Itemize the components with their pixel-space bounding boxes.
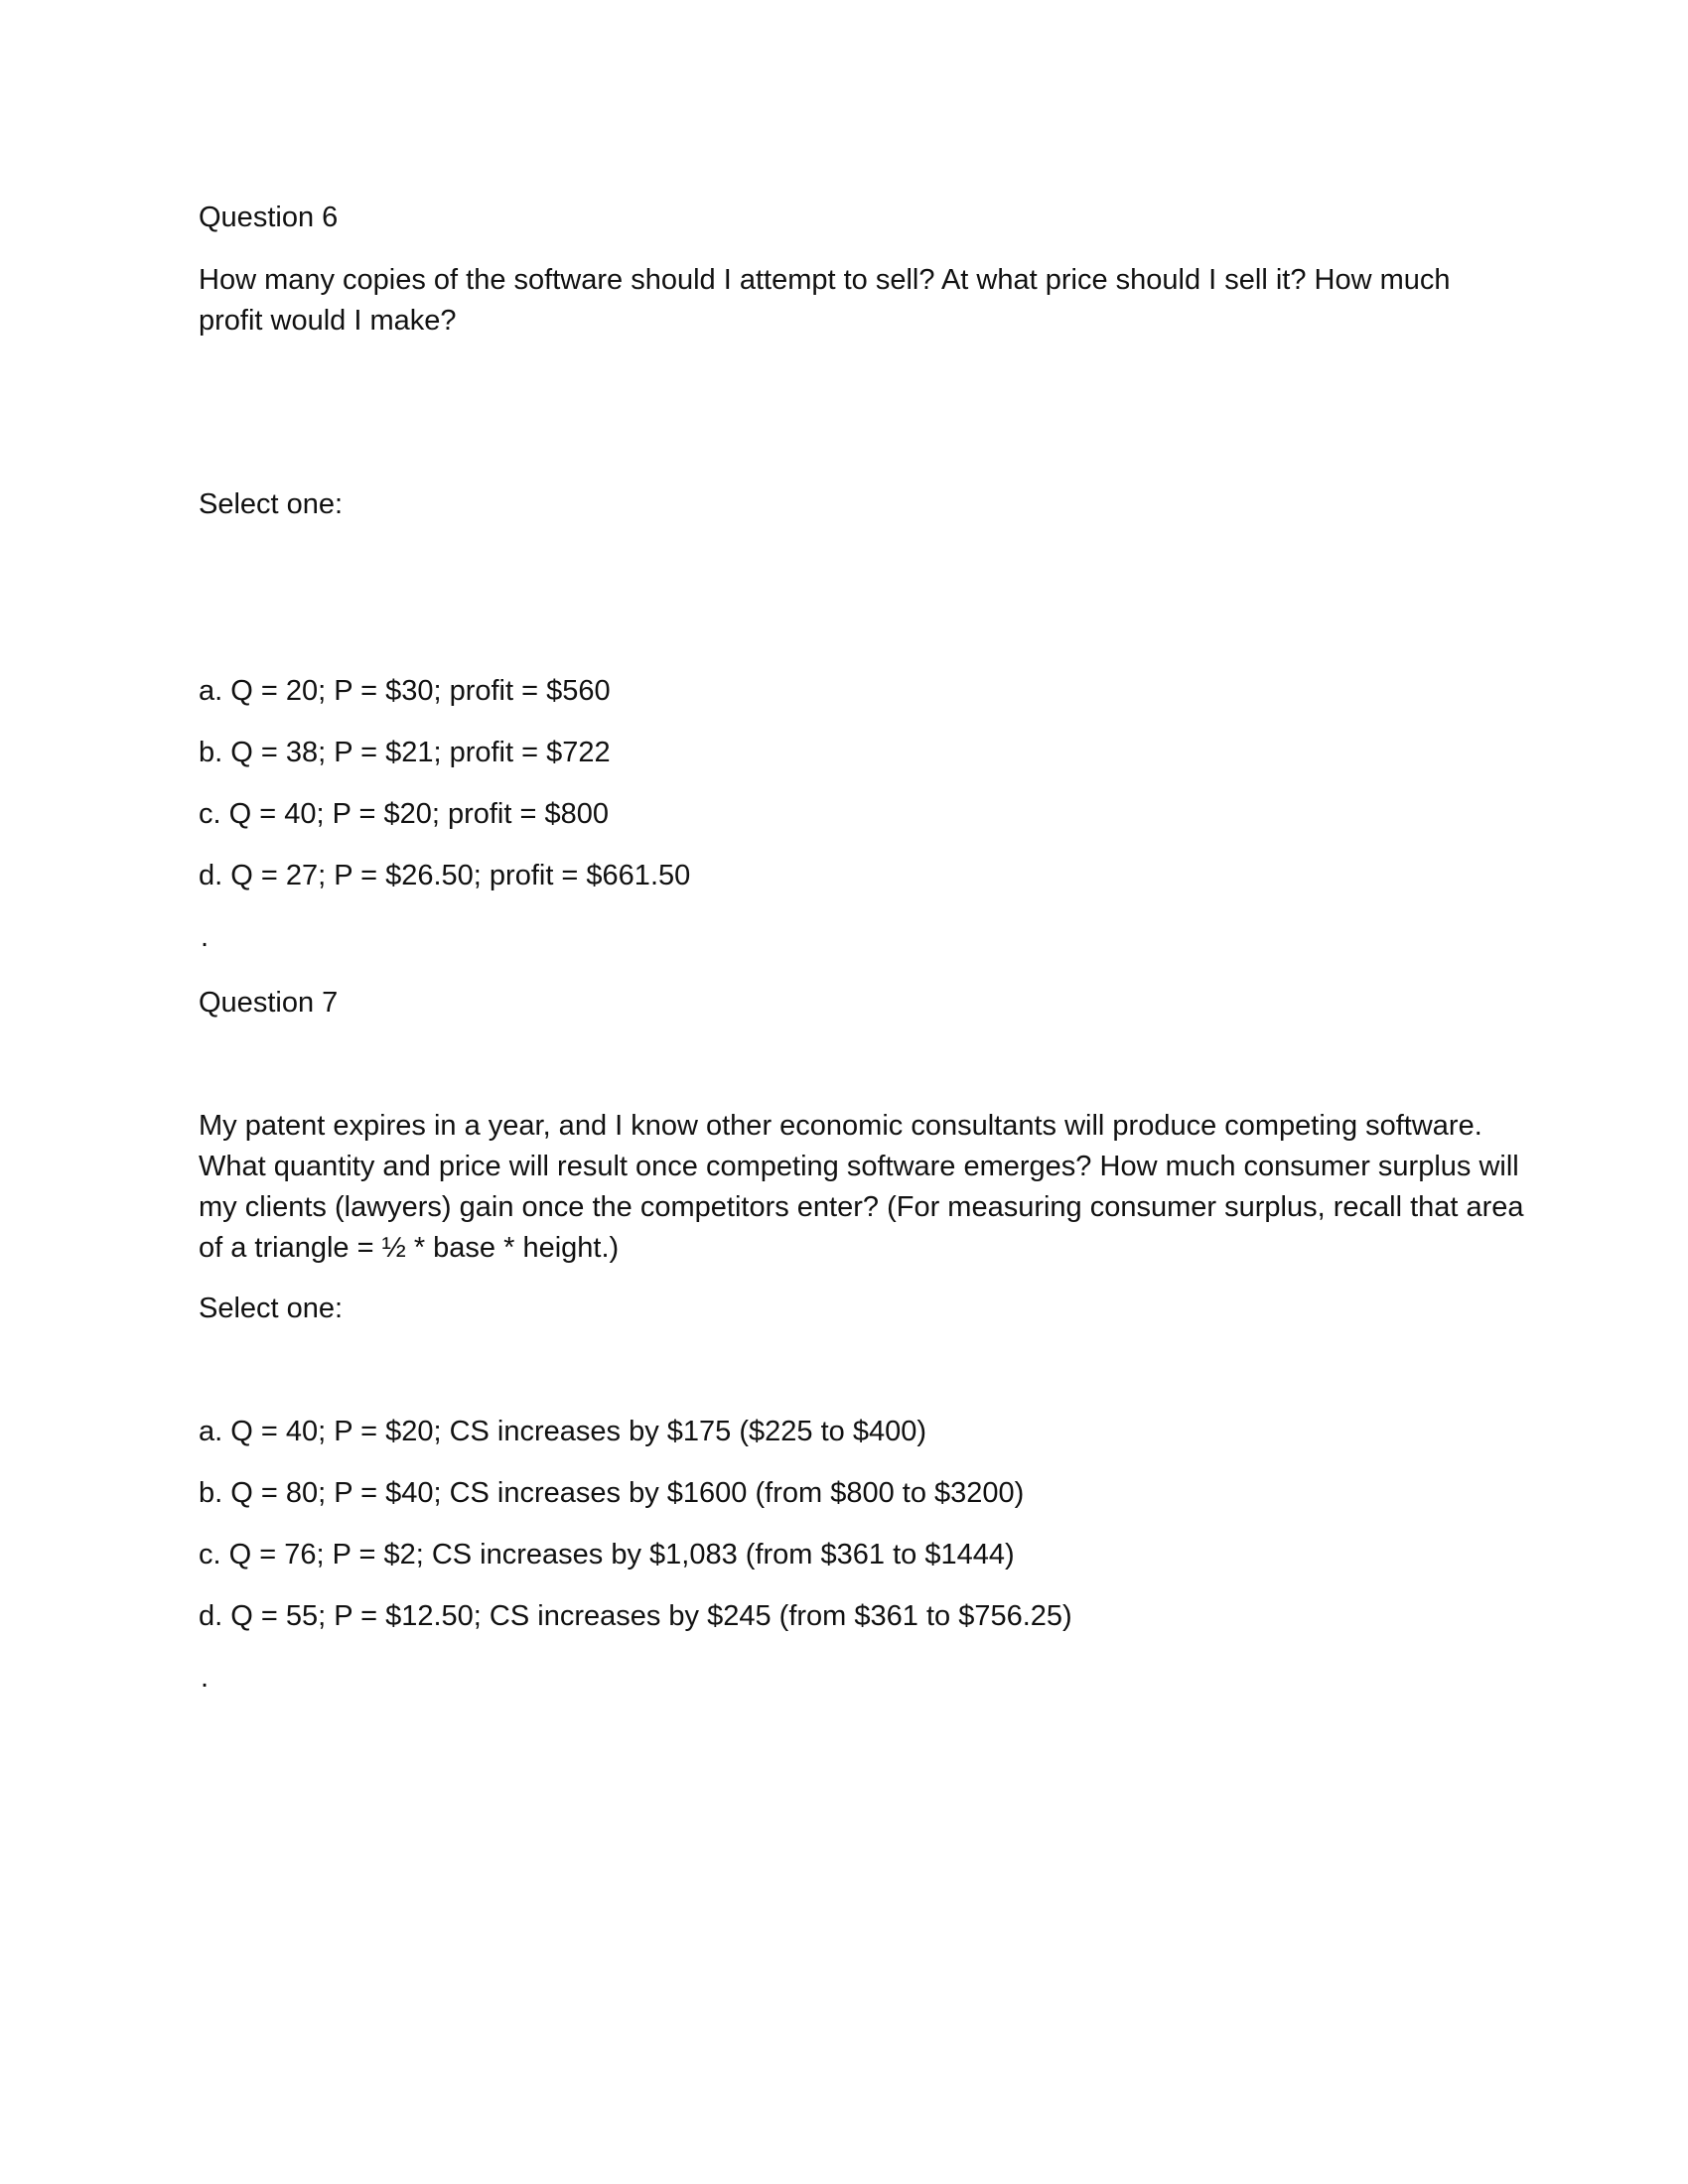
question-6-option-a[interactable]: a. Q = 20; P = $30; profit = $560 [199, 675, 611, 707]
prompt-line: of a triangle = ½ * base * height.) [199, 1232, 620, 1264]
question-7-option-a[interactable]: a. Q = 40; P = $20; CS increases by $175 ($225 to $400) [199, 1416, 927, 1447]
prompt-line: My patent expires in a year, and I know other economic consultants will produce competing software. [199, 1110, 1482, 1142]
question-7-select-label: Select one: [199, 1293, 344, 1324]
question-6-select-label: Select one: [199, 488, 344, 520]
question-6-option-d[interactable]: d. Q = 27; P = $26.50; profit = $661.50 [199, 860, 691, 891]
question-7-prompt [199, 1106, 1524, 1269]
question-6-end-mark: . [201, 921, 210, 953]
question-6-heading: Question 6 [199, 202, 339, 233]
prompt-line: my clients (lawyers) gain once the competitors enter? (For measuring consumer surplus, recall that area [199, 1191, 1524, 1223]
question-6-option-c[interactable]: c. Q = 40; P = $20; profit = $800 [199, 798, 609, 830]
question-7-option-c[interactable]: c. Q = 76; P = $2; CS increases by $1,083 (from $361 to $1444) [199, 1539, 1015, 1570]
prompt-line: How many copies of the software should I attempt to sell? At what price should I sell it? How much [199, 264, 1451, 296]
question-7-end-mark: . [201, 1662, 210, 1694]
prompt-line: profit would I make? [199, 305, 457, 337]
question-6-prompt [199, 260, 1499, 341]
prompt-line: What quantity and price will result once competing software emerges? How much consumer surplus will [199, 1151, 1519, 1182]
question-7-heading: Question 7 [199, 987, 339, 1019]
question-7-option-d[interactable]: d. Q = 55; P = $12.50; CS increases by $245 (from $361 to $756.25) [199, 1600, 1072, 1632]
question-6-option-b[interactable]: b. Q = 38; P = $21; profit = $722 [199, 737, 611, 768]
question-7-option-b[interactable]: b. Q = 80; P = $40; CS increases by $1600 (from $800 to $3200) [199, 1477, 1025, 1509]
